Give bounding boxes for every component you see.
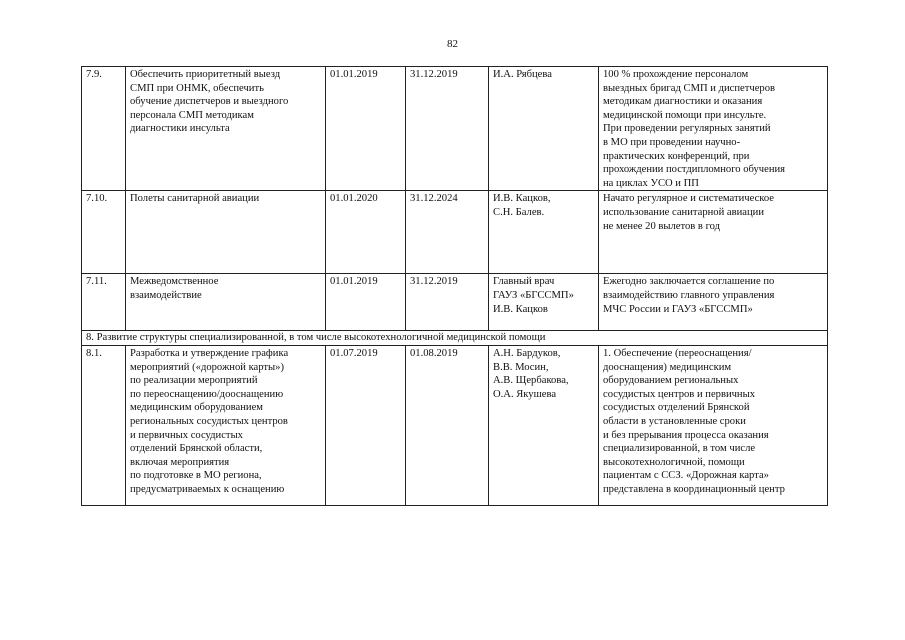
item-number: 7.9. (82, 67, 126, 191)
end-date: 31.12.2019 (406, 274, 489, 331)
start-date: 01.01.2019 (326, 67, 406, 191)
section-heading: 8. Развитие структуры специализированной, в том числе высокотехнологичной медицинской помощи (82, 331, 828, 346)
table-row (82, 274, 828, 331)
page-number: 82 (447, 38, 458, 50)
table-row (82, 67, 828, 191)
task-description: Обеспечить приоритетный выезд СМП при ОНМК, обеспечить обучение диспетчеров и выездного персонала СМП методикам диагностики инсульта (126, 67, 326, 191)
task-description: Межведомственное взаимодействие (126, 274, 326, 331)
responsible-person: И.В. Кацков, С.Н. Балев. (489, 191, 599, 274)
end-date: 01.08.2019 (406, 345, 489, 505)
task-description: Полеты санитарной авиации (126, 191, 326, 274)
section-row (82, 331, 828, 346)
item-number: 7.11. (82, 274, 126, 331)
start-date: 01.01.2020 (326, 191, 406, 274)
end-date: 31.12.2024 (406, 191, 489, 274)
task-description: Разработка и утверждение графика мероприятий («дорожной карты») по реализации мероприятий по переоснащению/дооснащению медицинским оборудованием региональных сосудистых центров и первичных сосудистых отделений Брянской области, включая мероприятия по подготовке в МО региона, предусматриваемых к оснащению (126, 345, 326, 505)
expected-result: Начато регулярное и систематическое использование санитарной авиации не менее 20 вылетов в год (599, 191, 828, 274)
item-number: 7.10. (82, 191, 126, 274)
expected-result: Ежегодно заключается соглашение по взаимодействию главного управления МЧС России и ГАУЗ «БГССМП» (599, 274, 828, 331)
start-date: 01.01.2019 (326, 274, 406, 331)
responsible-person: Главный врач ГАУЗ «БГССМП» И.В. Кацков (489, 274, 599, 331)
end-date: 31.12.2019 (406, 67, 489, 191)
start-date: 01.07.2019 (326, 345, 406, 505)
table-row (82, 191, 828, 274)
expected-result: 100 % прохождение персоналом выездных бригад СМП и диспетчеров методикам диагностики и оказания медицинской помощи при инсульте. При проведении регулярных занятий в МО при проведении научно- практических конференций, при прохождении постдипломного обучения на циклах УСО и ПП (599, 67, 828, 191)
responsible-person: А.Н. Бардуков, В.В. Мосин, А.В. Щербакова, О.А. Якушева (489, 345, 599, 505)
item-number: 8.1. (82, 345, 126, 505)
action-plan-table (81, 66, 828, 506)
expected-result: 1. Обеспечение (переоснащения/ дооснащения) медицинским оборудованием региональных сосудистых центров и первичных сосудистых отделений Брянской области в установленные сроки и без прерывания процесса оказания специализированной, в том числе высокотехнологичной, помощи пациентам с ССЗ. «Дорожная карта» представлена в координационный центр (599, 345, 828, 505)
responsible-person: И.А. Рябцева (489, 67, 599, 191)
table-row (82, 345, 828, 505)
